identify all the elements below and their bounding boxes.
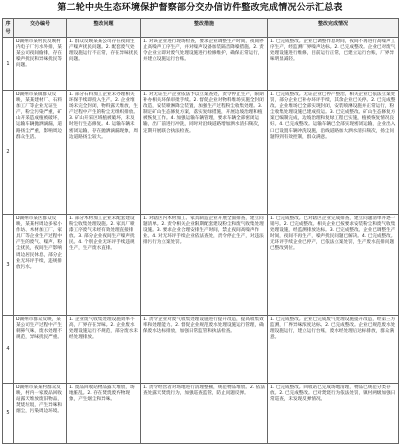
row-result: 1. 已完成整改。已对辖区企业完成排查，建立问题清单并逐一销号。2. 已完成整改。相关企业已按要求安装粉尘和废气收集处理设施，经监测排放达标。3. 已完成整改。企业已调整生产时间，夜间不再生产，噪声扰民问题已解决。4. 已完成整改。无环评手续企业已停产，已依法立案处罚，生产废水直排问题已整改到位。 (270, 216, 396, 252)
row-measures: 1. 对辖区内木材加工、家具制造企业开展全面排查，建立问题清单。2. 责令相关企业限期配套建设粉尘和废气收集处理设施。3. 要求企业合理安排生产时间，禁止夜间高噪声作业。4. 对无环评手续企业依法查处，责令停止生产，对违法排污行为立案处罚。 (143, 216, 264, 246)
row-number: D湖州市某镇群众反映，某某建材厂、石料加工厂等企业无证生产，粉尘污染严重，矿山开采造成植被破坏，运输车辆抛洒滴漏，道路扬尘严重，影响周边群众生活。 (16, 92, 62, 140)
row-measures: 1. 责令企业对废气收集处理设施进行提升改造，提高收集效率和处理能力。2. 督促企业规范废水处理设施运行管理，确保废水达标排放，加强日常监管和执法检查。 (143, 317, 264, 335)
row-index: 3 (3, 215, 14, 316)
row-measures: 1. 责令经营者对场地进行清理整顿，规范物品堆放。2. 依法查处露天焚烧行为，加强巡查监管，防止问题反弹。 (143, 385, 265, 397)
row-measures-cell (141, 384, 268, 444)
row-number: D湖州市某区群众反映，某某村周边多家小作坊、木材加工厂、家具厂等企业生产过程中产生的废气、噪声、粉尘扰民，夜间生产影响周边居民休息，部分企业无环评手续，违规排放污水。 (16, 216, 62, 270)
row-measures-cell (141, 91, 268, 215)
row-result: 1. 已完成整改。企业已调整作息时间，夜间不再进行高噪声工序生产，经监测厂界噪声达标。2. 已完成整改。企业已对废气处理设施进行维修，目前运行正常，已建立运行台账，厂界异味明显减轻。 (270, 39, 396, 63)
row-result-cell (268, 215, 399, 316)
header-number: 交办编号 (14, 19, 67, 38)
row-measures-cell (141, 215, 268, 316)
row-result-cell (268, 316, 399, 384)
row-number: D湖州市某村民反映村内电子厂污水外排，某某公司夜间偷排，存在噪声扰民和异味扰民等问题。 (16, 39, 62, 69)
row-problem-cell (67, 215, 141, 316)
row-result-cell (268, 91, 399, 215)
row-index: 4 (3, 316, 14, 384)
rectification-table (2, 18, 399, 444)
table-header-row (3, 19, 399, 38)
row-number: D湖州市群众反映，某某公司生产过程中产生刺鼻气味，废水处理不规范，异味扰民严重。 (16, 317, 62, 341)
row-problem: 1. 部分石料加工企业未办理相关环保手续即投入生产。2. 企业堆场未完全封闭，物料露天堆放，生产过程中产生的粉尘无组织排放。3. 矿山开采区域植被破坏，未及时进行生态修复。4. 运输车辆未密闭运输，存在抛洒滴漏现象，周边道路扬尘较大。 (69, 92, 138, 140)
row-number-cell (14, 91, 67, 215)
table-row (3, 91, 399, 215)
table-row (3, 38, 399, 91)
row-number-cell (14, 215, 67, 316)
row-result-cell (268, 384, 399, 444)
row-measures-cell (141, 38, 268, 91)
row-problem: 1. 群众反映某某公司存在夜间生产噪声扰民问题。2. 配套废气处理设施运行不正常，存在异味扰民问题。 (69, 39, 138, 63)
row-number-cell (14, 38, 67, 91)
row-number-cell (14, 316, 67, 384)
row-index: 2 (3, 91, 14, 215)
row-problem-cell (67, 384, 141, 444)
page-title: 第二轮中央生态环境保护督察部分交办信访件整改完成情况公示汇总表 (57, 3, 343, 13)
row-problem-cell (67, 316, 141, 384)
row-problem-cell (67, 91, 141, 215)
row-index: 1 (3, 38, 14, 91)
table-row (3, 316, 399, 384)
header-measures: 整改措施 (141, 19, 268, 38)
header-result: 整改完成情况 (268, 19, 399, 38)
row-index: 5 (3, 384, 14, 444)
row-result: 1. 已完成整改。企业已完成废气处理设施提升改造，经第三方监测，厂界异味浓度达标。2. 已完成整改。企业已规范废水处理设施运行，建立运行台账，废水经处理后达标排放，群众满意。 (270, 317, 396, 341)
row-measures: 1. 对无证生产企业依法予以立案查处，责令停止生产，限期补办相关环保审批手续。2. 督促企业对物料堆场实施全封闭改造，安装喷淋降尘装置，加强生产过程粉尘收集处理。3. 制定矿山生态修复方案，落实复绿措施，开展边坡治理和植被恢复工作。4. 加强运输车辆管理，要求车辆全部密闭运输，出厂前进行冲洗，同时对沿线道路增加洒水清扫频次，定期开展联合执法检查。 (143, 92, 264, 134)
table-row (3, 215, 399, 316)
row-result: 1. 已完成整改。回收站已完成场地清理，物品已规范分类存放。2. 已完成整改。已对焚烧行为依法处罚，镇村两级加强日常巡查，未发现反弹情况。 (270, 385, 396, 403)
header-index: 序号 (3, 19, 14, 38)
row-problem: 1. 废品回收站物品露天堆放，场地脏乱。2. 存在焚烧废弃物现象，产生烟尘和异味。 (69, 385, 135, 403)
row-problem: 1. 企业废气收集处理设施效率不高，厂界存在异味。2. 企业废水处理设施运行不规范，部分废水未经处理排放。 (69, 317, 138, 341)
row-measures: 1. 对该企业进行现场检查，要求企业调整生产时间，夜间停止高噪声工序生产，并对噪声设备加装隔音降噪措施。2. 责令企业立即对废气处理设施进行检修维护，确保正常运行，并建立设施运行台账。 (143, 39, 264, 63)
row-problem: 1. 部分木材加工企业未配套建设粉尘收集处理设施。2. 家具厂喷漆工序废气未经有效处理直接排放。3. 部分企业夜间生产噪声扰民。4. 个别企业无环评手续违规生产，生产废水直排。 (69, 216, 135, 252)
row-problem-cell (67, 38, 141, 91)
row-measures-cell (141, 316, 268, 384)
row-result: 1. 已完成整改。无证企业已停产整治，相关企业已依法立案处罚，部分企业已补办环评手续，其余企业已关停。2. 已完成整改。企业堆场已全部实现封闭，安装喷淋设施并正常运行，粉尘收集处理设施已建成投运。3. 已完成整改。矿山生态修复方案已编制完成，边坡治理和复绿工程已实施，植被恢复情况良好。4. 已完成整改。运输车辆已全部实现密闭运输，企业出入口已设置车辆冲洗设施，沿线道路加大洒水清扫频次，扬尘问题得到有效控制，群众满意。 (270, 92, 396, 140)
row-number: D湖州市某某村群众反映，村内一家废品回收站露天堆放废旧物品，焚烧垃圾，产生异味和烟尘，污染周边环境。 (16, 385, 62, 415)
row-number-cell (14, 384, 67, 444)
header-problem: 整改问题 (67, 19, 141, 38)
table-row (3, 384, 399, 444)
row-result-cell (268, 38, 399, 91)
